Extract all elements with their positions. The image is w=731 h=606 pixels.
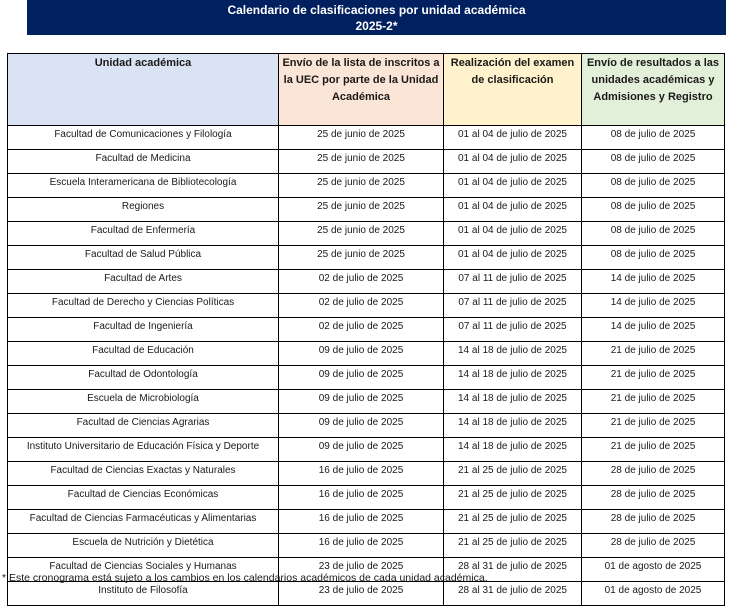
resultados-cell: 14 de julio de 2025 xyxy=(582,294,725,318)
examen-cell: 28 al 31 de julio de 2025 xyxy=(444,582,582,606)
envio-lista-cell: 09 de julio de 2025 xyxy=(279,366,444,390)
envio-lista-cell: 02 de julio de 2025 xyxy=(279,294,444,318)
examen-cell: 07 al 11 de julio de 2025 xyxy=(444,318,582,342)
table-row xyxy=(8,174,725,198)
unidad-academica-cell: Regiones xyxy=(8,198,279,222)
examen-cell: 14 al 18 de julio de 2025 xyxy=(444,390,582,414)
examen-cell: 01 al 04 de julio de 2025 xyxy=(444,174,582,198)
resultados-cell: 21 de julio de 2025 xyxy=(582,366,725,390)
unidad-academica-cell: Escuela de Nutrición y Dietética xyxy=(8,534,279,558)
resultados-cell: 14 de julio de 2025 xyxy=(582,270,725,294)
page-title: Calendario de clasificaciones por unidad académica xyxy=(227,3,526,17)
table-row xyxy=(8,246,725,270)
unidad-academica-cell: Facultad de Comunicaciones y Filología xyxy=(8,126,279,150)
envio-lista-cell: 02 de julio de 2025 xyxy=(279,318,444,342)
table-row xyxy=(8,294,725,318)
unidad-academica-cell: Facultad de Ciencias Agrarias xyxy=(8,414,279,438)
unidad-academica-cell: Facultad de Salud Pública xyxy=(8,246,279,270)
table-row xyxy=(8,198,725,222)
table-row xyxy=(8,150,725,174)
examen-cell: 28 al 31 de julio de 2025 xyxy=(444,558,582,582)
resultados-cell: 01 de agosto de 2025 xyxy=(582,582,725,606)
envio-lista-cell: 25 de junio de 2025 xyxy=(279,246,444,270)
unidad-academica-cell: Facultad de Medicina xyxy=(8,150,279,174)
envio-lista-cell: 09 de julio de 2025 xyxy=(279,390,444,414)
table-row xyxy=(8,126,725,150)
examen-cell: 01 al 04 de julio de 2025 xyxy=(444,246,582,270)
unidad-academica-cell: Facultad de Ingeniería xyxy=(8,318,279,342)
resultados-cell: 21 de julio de 2025 xyxy=(582,414,725,438)
table-row xyxy=(8,270,725,294)
examen-cell: 14 al 18 de julio de 2025 xyxy=(444,342,582,366)
unidad-academica-cell: Facultad de Ciencias Económicas xyxy=(8,486,279,510)
examen-cell: 21 al 25 de julio de 2025 xyxy=(444,462,582,486)
table-row xyxy=(8,510,725,534)
resultados-cell: 28 de julio de 2025 xyxy=(582,462,725,486)
resultados-cell: 08 de julio de 2025 xyxy=(582,126,725,150)
envio-lista-cell: 23 de julio de 2025 xyxy=(279,558,444,582)
examen-cell: 21 al 25 de julio de 2025 xyxy=(444,534,582,558)
resultados-cell: 28 de julio de 2025 xyxy=(582,510,725,534)
envio-lista-cell: 09 de julio de 2025 xyxy=(279,342,444,366)
examen-cell: 14 al 18 de julio de 2025 xyxy=(444,366,582,390)
resultados-cell: 08 de julio de 2025 xyxy=(582,198,725,222)
envio-lista-cell: 16 de julio de 2025 xyxy=(279,534,444,558)
envio-lista-cell: 02 de julio de 2025 xyxy=(279,270,444,294)
unidad-academica-cell: Instituto Universitario de Educación Física y Deporte xyxy=(8,438,279,462)
table-row xyxy=(8,222,725,246)
resultados-cell: 14 de julio de 2025 xyxy=(582,318,725,342)
unidad-academica-cell: Facultad de Derecho y Ciencias Políticas xyxy=(8,294,279,318)
unidad-academica-cell: Facultad de Enfermería xyxy=(8,222,279,246)
examen-cell: 21 al 25 de julio de 2025 xyxy=(444,510,582,534)
examen-cell: 07 al 11 de julio de 2025 xyxy=(444,294,582,318)
resultados-cell: 28 de julio de 2025 xyxy=(582,486,725,510)
resultados-cell: 08 de julio de 2025 xyxy=(582,222,725,246)
envio-lista-cell: 16 de julio de 2025 xyxy=(279,486,444,510)
header-envio-resultados: Envío de resultados a las unidades académicas y Admisiones y Registro xyxy=(582,54,725,126)
examen-cell: 07 al 11 de julio de 2025 xyxy=(444,270,582,294)
resultados-cell: 21 de julio de 2025 xyxy=(582,438,725,462)
table-row xyxy=(8,390,725,414)
table-row xyxy=(8,582,725,606)
resultados-cell: 08 de julio de 2025 xyxy=(582,246,725,270)
unidad-academica-cell: Facultad de Ciencias Farmacéuticas y Alimentarias xyxy=(8,510,279,534)
unidad-academica-cell: Facultad de Odontología xyxy=(8,366,279,390)
unidad-academica-cell: Instituto de Filosofía xyxy=(8,582,279,606)
resultados-cell: 01 de agosto de 2025 xyxy=(582,558,725,582)
resultados-cell: 21 de julio de 2025 xyxy=(582,390,725,414)
resultados-cell: 28 de julio de 2025 xyxy=(582,534,725,558)
schedule-table xyxy=(7,53,725,606)
unidad-academica-cell: Escuela de Microbiología xyxy=(8,390,279,414)
header-row xyxy=(8,54,725,126)
envio-lista-cell: 23 de julio de 2025 xyxy=(279,582,444,606)
envio-lista-cell: 25 de junio de 2025 xyxy=(279,174,444,198)
footnote: * Este cronograma está sujeto a los cambios en los calendarios académicos de cada unidad académica. xyxy=(2,572,488,584)
examen-cell: 14 al 18 de julio de 2025 xyxy=(444,414,582,438)
examen-cell: 14 al 18 de julio de 2025 xyxy=(444,438,582,462)
envio-lista-cell: 25 de junio de 2025 xyxy=(279,126,444,150)
header-envio-lista: Envío de la lista de inscritos a la UEC por parte de la Unidad Académica xyxy=(279,54,444,126)
envio-lista-cell: 09 de julio de 2025 xyxy=(279,414,444,438)
envio-lista-cell: 16 de julio de 2025 xyxy=(279,510,444,534)
table-row xyxy=(8,438,725,462)
examen-cell: 01 al 04 de julio de 2025 xyxy=(444,222,582,246)
examen-cell: 01 al 04 de julio de 2025 xyxy=(444,126,582,150)
table-row xyxy=(8,462,725,486)
unidad-academica-cell: Escuela Interamericana de Bibliotecología xyxy=(8,174,279,198)
title-banner xyxy=(27,0,726,35)
examen-cell: 01 al 04 de julio de 2025 xyxy=(444,150,582,174)
unidad-academica-cell: Facultad de Educación xyxy=(8,342,279,366)
table-row xyxy=(8,486,725,510)
unidad-academica-cell: Facultad de Ciencias Sociales y Humanas xyxy=(8,558,279,582)
envio-lista-cell: 16 de julio de 2025 xyxy=(279,462,444,486)
envio-lista-cell: 09 de julio de 2025 xyxy=(279,438,444,462)
resultados-cell: 08 de julio de 2025 xyxy=(582,174,725,198)
unidad-academica-cell: Facultad de Ciencias Exactas y Naturales xyxy=(8,462,279,486)
examen-cell: 21 al 25 de julio de 2025 xyxy=(444,486,582,510)
header-unidad-academica: Unidad académica xyxy=(8,54,279,126)
resultados-cell: 21 de julio de 2025 xyxy=(582,342,725,366)
page-subtitle: 2025-2* xyxy=(355,19,398,33)
envio-lista-cell: 25 de junio de 2025 xyxy=(279,222,444,246)
table-row xyxy=(8,366,725,390)
envio-lista-cell: 25 de junio de 2025 xyxy=(279,198,444,222)
table-row xyxy=(8,534,725,558)
table-row xyxy=(8,414,725,438)
examen-cell: 01 al 04 de julio de 2025 xyxy=(444,198,582,222)
unidad-academica-cell: Facultad de Artes xyxy=(8,270,279,294)
table-row xyxy=(8,318,725,342)
table-body xyxy=(8,126,725,606)
resultados-cell: 08 de julio de 2025 xyxy=(582,150,725,174)
table-row xyxy=(8,342,725,366)
header-realizacion-examen: Realización del examen de clasificación xyxy=(444,54,582,126)
envio-lista-cell: 25 de junio de 2025 xyxy=(279,150,444,174)
